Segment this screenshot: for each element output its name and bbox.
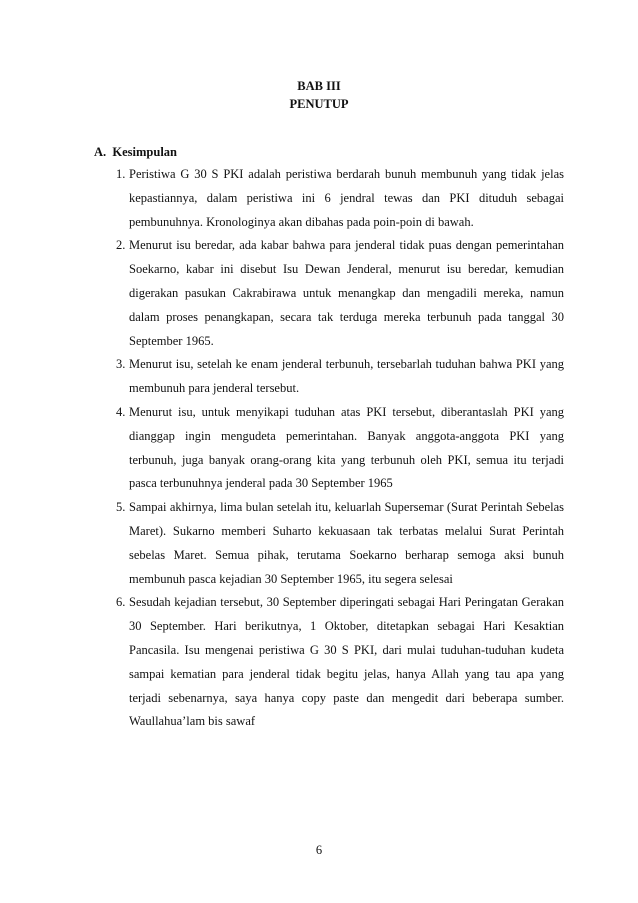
list-item-text: Menurut isu, setelah ke enam jenderal terbunuh, tersebarlah tuduhan bahwa PKI yang membunuh para jenderal tersebut. bbox=[129, 357, 564, 396]
list-item-text: Sesudah kejadian tersebut, 30 September diperingati sebagai Hari Peringatan Gerakan 30 September. Hari berikutnya, 1 Oktober, ditetapkan sebagai Hari Kesaktian Pancasila. Isu mengenai peristiwa G 30 S PKI, dari mulai tuduhan-tuduhan kudeta sampai kematian para jenderal tidak begitu jelas, hanya Allah yang tau apa yang terjadi sebenarnya, saya hanya copy paste dan mengedit dari beberapa sumber. Waullahua’lam bis sawaf bbox=[129, 595, 564, 729]
list-item bbox=[94, 401, 564, 496]
list-item bbox=[94, 353, 564, 401]
chapter-title: PENUTUP bbox=[289, 97, 349, 111]
list-item-number: 6. bbox=[116, 595, 126, 610]
list-item-text: Menurut isu, untuk menyikapi tuduhan atas PKI tersebut, diberantaslah PKI yang dianggap ingin mengudeta pemerintahan. Banyak anggota-anggota PKI yang terbunuh, juga banyak orang-orang kita yang terbunuh oleh PKI, semua itu terjadi pasca terbunuhnya jenderal pada 30 September 1965 bbox=[129, 404, 564, 491]
list-item-number: 4. bbox=[116, 404, 126, 419]
page-number: 6 bbox=[315, 843, 323, 857]
list-item bbox=[94, 591, 564, 734]
conclusion-list bbox=[94, 163, 564, 734]
chapter-number: BAB III bbox=[297, 79, 341, 93]
section-label: A. bbox=[94, 145, 107, 159]
list-item bbox=[94, 496, 564, 591]
list-item bbox=[94, 163, 564, 234]
list-item-text: Sampai akhirnya, lima bulan setelah itu, keluarlah Supersemar (Surat Perintah Sebelas Maret). Sukarno memberi Suharto kekuasaan tak terbatas melalui Surat Perintah sebelas Maret. Semua pihak, terutama Soekarno berharap semoga aksi bunuh membunuh pasca kejadian 30 September 1965, itu segera selesai bbox=[129, 500, 564, 586]
section-heading bbox=[94, 145, 177, 160]
list-item-number: 5. bbox=[116, 500, 126, 515]
list-item-number: 2. bbox=[116, 238, 126, 253]
list-item-text: Peristiwa G 30 S PKI adalah peristiwa berdarah bunuh membunuh yang tidak jelas kepastiannya, dalam peristiwa ini 6 jendral tewas dan PKI dituduh sebagai pembunuhnya. Kronologinya akan dibahas pada poin-poin di bawah. bbox=[129, 167, 564, 229]
list-item bbox=[94, 234, 564, 353]
section-title: Kesimpulan bbox=[112, 145, 178, 159]
list-item-number: 1. bbox=[116, 167, 126, 181]
list-item-number: 3. bbox=[116, 357, 126, 372]
list-item-text: Menurut isu beredar, ada kabar bahwa para jenderal tidak puas dengan pemerintahan Soekarno, kabar ini disebut Isu Dewan Jenderal, menurut isu beredar, kemudian digerakan pasukan Cakrabirawa untuk menangkap dan mengadili mereka, namun dalam proses penangkapan, secara tak terduga mereka terbunuh pada tanggal 30 September 1965. bbox=[129, 238, 564, 348]
